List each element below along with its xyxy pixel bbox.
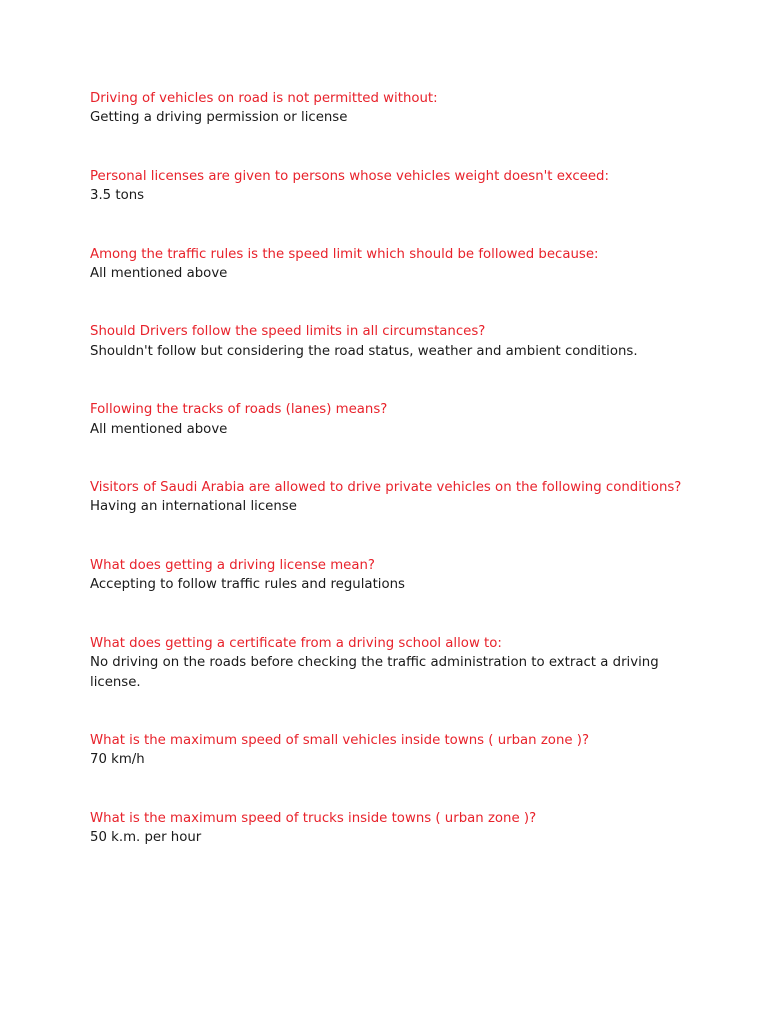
question-text: What does getting a driving license mean? xyxy=(90,557,375,573)
qa-item xyxy=(90,634,690,692)
answer-text: 3.5 tons xyxy=(90,188,145,204)
question-text: Should Drivers follow the speed limits in all circumstances? xyxy=(90,324,486,340)
qa-item xyxy=(90,322,690,361)
question-text: Visitors of Saudi Arabia are allowed to drive private vehicles on the following conditions? xyxy=(90,480,682,496)
question-text: Personal licenses are given to persons whose vehicles weight doesn't exceed: xyxy=(90,168,609,184)
qa-item xyxy=(90,731,690,770)
qa-item xyxy=(90,809,690,848)
question-text: Driving of vehicles on road is not permitted without: xyxy=(90,91,438,106)
question-text: What is the maximum speed of trucks inside towns ( urban zone )? xyxy=(90,810,537,826)
answer-text: 50 k.m. per hour xyxy=(90,830,202,846)
qa-item xyxy=(90,400,690,439)
question-text: What is the maximum speed of small vehicles inside towns ( urban zone )? xyxy=(90,732,590,748)
answer-text: No driving on the roads before checking the traffic administration to extract a driving license. xyxy=(90,655,659,690)
qa-item xyxy=(90,556,690,595)
answer-text: All mentioned above xyxy=(90,421,228,437)
qa-item xyxy=(90,245,690,284)
answer-text: Getting a driving permission or license xyxy=(90,110,348,126)
question-text: Following the tracks of roads (lanes) means? xyxy=(90,402,388,418)
qa-item xyxy=(90,167,690,206)
answer-text: Having an international license xyxy=(90,499,297,515)
question-text: Among the traffic rules is the speed limit which should be followed because: xyxy=(90,246,599,262)
answer-text: Accepting to follow traffic rules and regulations xyxy=(90,577,405,593)
answer-text: Shouldn't follow but considering the road status, weather and ambient conditions. xyxy=(90,343,638,359)
qa-list xyxy=(90,89,690,887)
question-text: What does getting a certificate from a driving school allow to: xyxy=(90,635,502,651)
qa-item xyxy=(90,89,690,128)
answer-text: All mentioned above xyxy=(90,266,228,282)
answer-text: 70 km/h xyxy=(90,752,145,768)
qa-item xyxy=(90,478,690,517)
